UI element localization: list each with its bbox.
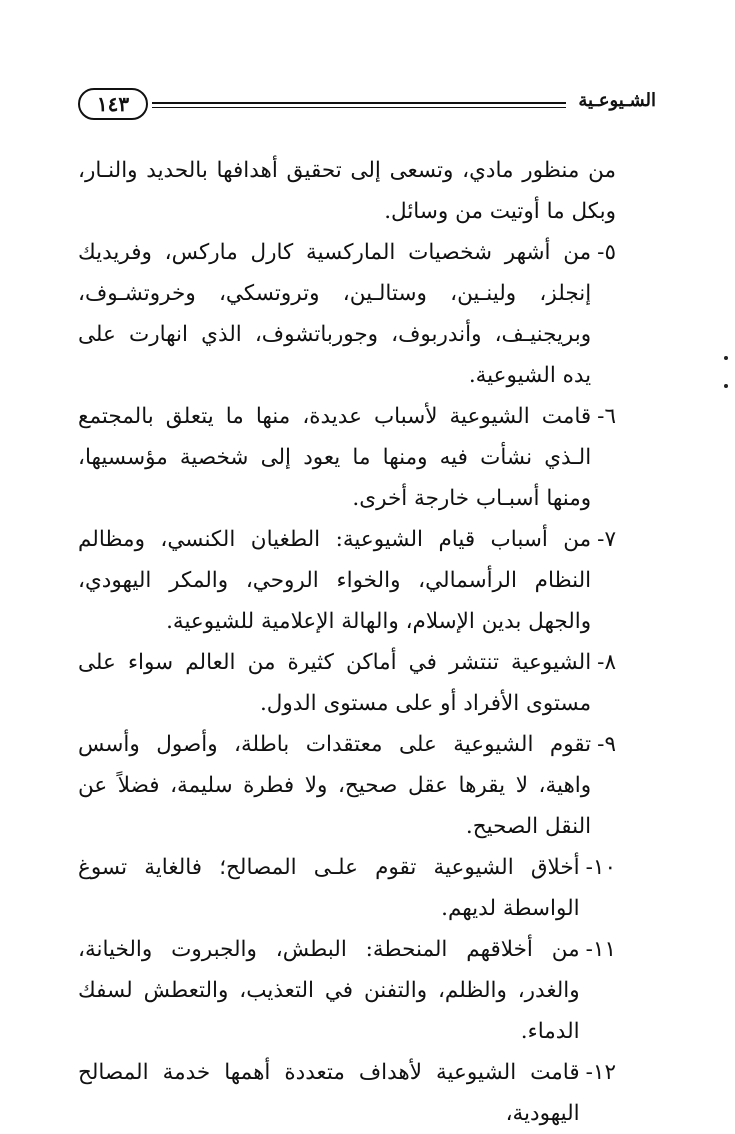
item-text: من أسباب قيام الشيوعية: الطغيان الكنسي، ومظالم النظام الرأسمالي، والخواء الروحي، والمكر اليهودي، والجهل بدين الإسلام، والهالة الإعلامية للشيوعية. [78,527,592,634]
item-text: الشيوعية تنتشر في أماكن كثيرة من العالم سواء على مستوى الأفراد أو على مستوى الدول. [78,650,592,716]
item-text: من أخلاقهم المنحطة: البطش، والجبروت والخيانة، والغدر، والظلم، والتفنن في التعذيب، والتعطش لسفك الدماء. [78,937,580,1044]
list-item [78,847,616,929]
list-item [78,1052,616,1134]
header-rule [152,102,566,108]
page-number: ١٤٣ [78,88,148,120]
running-title: الشـيوعـية [578,90,656,111]
item-number: ١١- [585,937,616,962]
page-body [78,150,616,1134]
item-text: أخلاق الشيوعية تقوم علـى المصالح؛ فالغاية تسوغ الواسطة لديهم. [78,855,580,921]
intro-paragraph: من منظور مادي، وتسعى إلى تحقيق أهدافها بالحديد والنـار، وبكل ما أوتيت من وسائل. [78,158,616,224]
item-text: من أشهر شخصيات الماركسية كارل ماركس، وفريديك إنجلز، ولينـين، وستالـين، وتروتسكي، وخروتشـوف، وبريجنيـف، وأندربوف، وجورباتشوف، الذي انهارت على يده الشيوعية. [78,240,592,388]
list-item [78,929,616,1052]
item-number: ٥- [597,240,616,265]
list-item [78,642,616,724]
scan-mark [724,384,728,388]
page-header [78,88,656,124]
item-number: ٩- [597,732,616,757]
scan-mark [724,356,728,360]
list-item [78,724,616,847]
item-number: ٦- [597,404,616,429]
item-text: قامت الشيوعية لأهداف متعددة أهمها خدمة المصالح اليهودية، [78,1060,580,1126]
list-item [78,232,616,396]
list-item [78,519,616,642]
item-number: ١٢- [585,1060,616,1085]
item-text: تقوم الشيوعية على معتقدات باطلة، وأصول وأسس واهية، لا يقرها عقل صحيح، ولا فطرة سليمة، فضلاً عن النقل الصحيح. [78,732,592,839]
item-number: ٧- [597,527,616,552]
item-text: قامت الشيوعية لأسباب عديدة، منها ما يتعلق بالمجتمع الـذي نشأت فيه ومنها ما يعود إلى شخصية مؤسسيها، ومنها أسبـاب خارجة أخرى. [78,404,592,511]
item-number: ١٠- [585,855,616,880]
item-number: ٨- [597,650,616,675]
list-item [78,396,616,519]
